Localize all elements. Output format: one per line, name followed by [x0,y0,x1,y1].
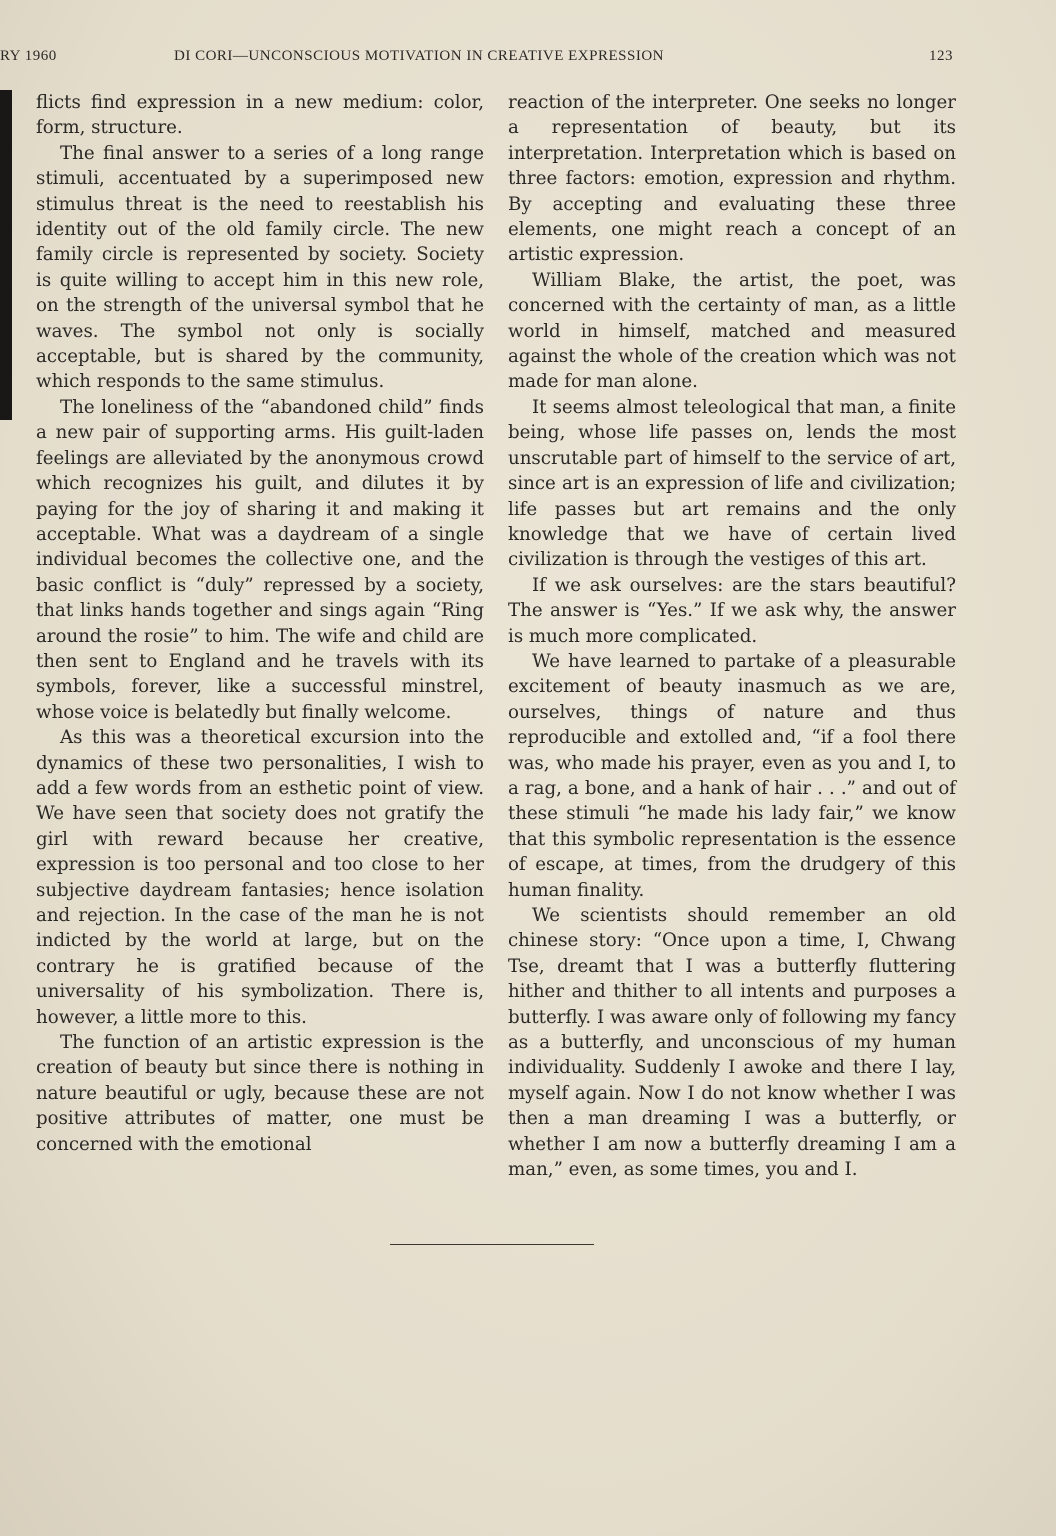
header-date: RY 1960 [0,48,57,64]
paragraph: The final answer to a series of a long range stimuli, accentuated by a superimposed new stimulus threat is the need to reestablish his identity out of the old family circle. The new family circle is represented by society. Society is quite willing to accept him in this new role, on the strength of the universal symbol that he waves. The symbol not only is socially acceptable, but is shared by the community, which responds to the same stimulus. [36,142,484,393]
paragraph: The loneliness of the “abandoned child” finds a new pair of supporting arms. His guilt-laden feelings are alleviated by the anonymous crowd which recognizes his guilt, and dilutes it by paying for the joy of sharing it and making it acceptable. What was a daydream of a single individual becomes the collective one, and the basic conflict is “duly” repressed by a society, that links hands together and sings again “Ring around the rosie” to him. The wife and child are then sent to England and he travels with its symbols, forever, like a successful minstrel, whose voice is belatedly but finally welcome. [36,396,484,723]
paragraph: It seems almost teleological that man, a finite being, whose life passes on, lends the most unscrutable part of himself to the service of art, since art is an expression of life and civilization; life passes but art remains and the only knowledge that we have of certain lived civilization is through the vestiges of this art. [508,396,956,571]
end-rule [390,1244,594,1245]
paragraph: reaction of the interpreter. One seeks no longer a representation of beauty, but its interpretation. Interpretation which is based on three factors: emotion, expression and rhythm. By accepting and evaluating these three elements, one might reach a concept of an artistic expression. [508,92,956,266]
paragraph: We have learned to partake of a pleasurable excitement of beauty inasmuch as we are, ourselves, things of nature and thus reproducible and extolled and, “if a fool there was, who made his prayer, even as you and I, to a rag, a bone, and a hank of hair . . .” and out of these stimuli “he made his lady fair,” we know that this symbolic representation is the essence of escape, at times, from the drudgery of this human finality. [508,650,956,901]
paragraph: We scientists should remember an old chinese story: “Once upon a time, I, Chwang Tse, dreamt that I was a butterfly fluttering hither and thither to all intents and purposes a butterfly. I was aware only of following my fancy as a butterfly, and unconscious of my human individuality. Suddenly I awoke and there I lay, myself again. Now I do not know whether I was then a man dreaming I was a butterfly, or whether I am now a butterfly dreaming I am a man,” even, as some times, you and I. [508,905,956,1181]
paragraph: The function of an artistic expression is the creation of beauty but since there is nothing in nature beautiful or ugly, because these are not positive attributes of matter, one must be concerned with the emotional [36,1032,484,1155]
binding-edge [0,90,12,420]
paragraph: As this was a theoretical excursion into the dynamics of these two personalities, I wish to add a few words from an esthetic point of view. We have seen that society does not gratify the girl with reward because her creative, expression is too personal and too close to her subjective daydream fantasies; hence isolation and rejection. In the case of the man he is not indicted by the world at large, but on the contrary he is gratified because of the universality of his symbolization. There is, however, a little more to this. [36,727,484,1028]
header-title: DI CORI—UNCONSCIOUS MOTIVATION IN CREATIVE EXPRESSION [174,48,664,64]
right-column [508,90,956,1182]
paragraph: If we ask ourselves: are the stars beautiful? The answer is “Yes.” If we ask why, the answer is much more complicated. [508,574,956,647]
left-column [36,90,484,1157]
paragraph: flicts find expression in a new medium: color, form, structure. [36,92,484,139]
paragraph: William Blake, the artist, the poet, was concerned with the certainty of man, as a little world in himself, matched and measured against the whole of the creation which was not made for man alone. [508,269,956,393]
running-header [0,48,1056,70]
page-number: 123 [929,48,953,64]
